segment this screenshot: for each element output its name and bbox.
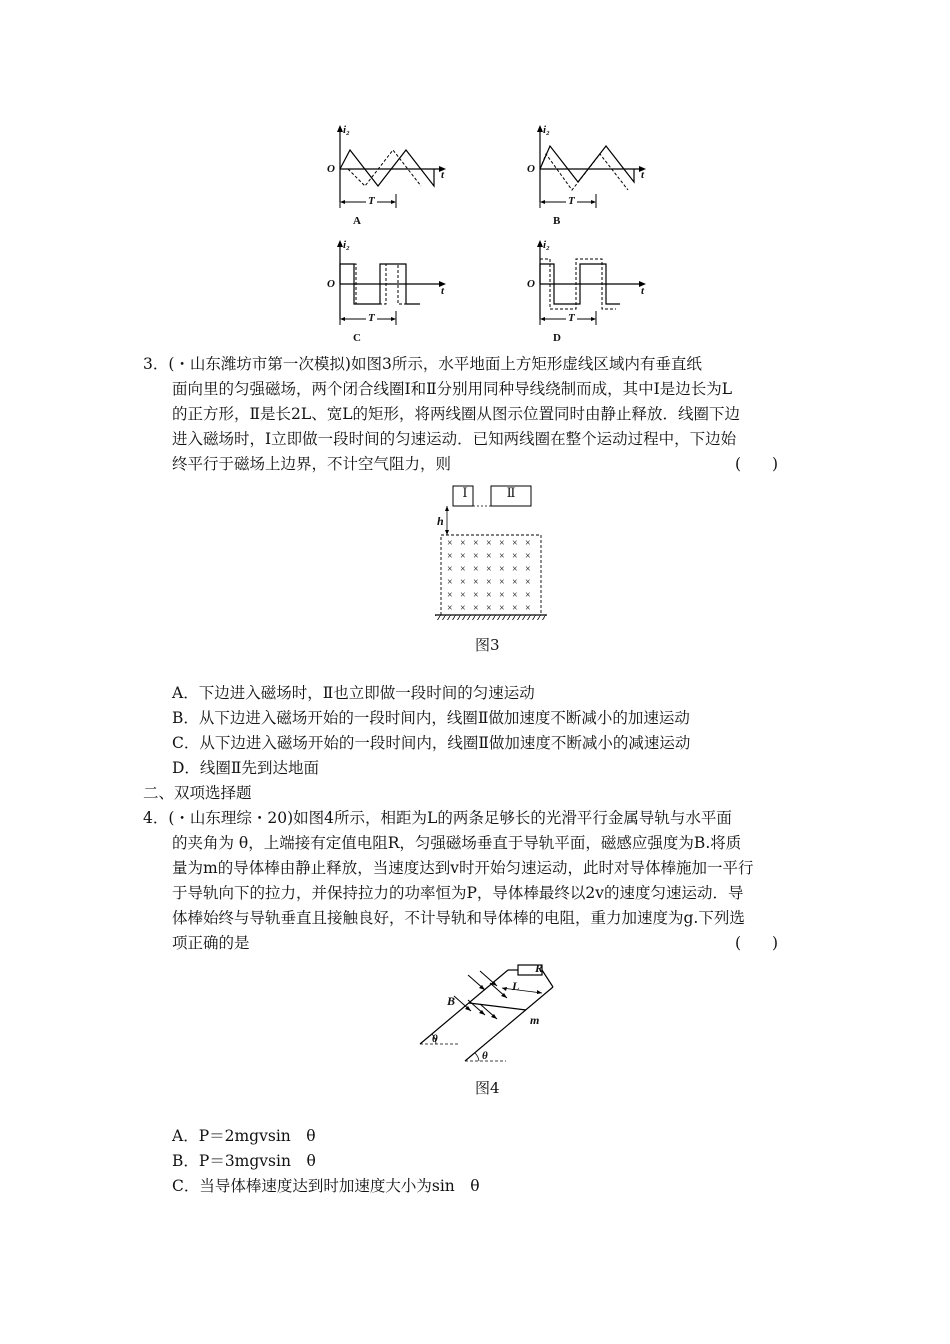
graph-b-solid-wave	[540, 146, 634, 182]
graph-d-ylabel: i₂	[543, 239, 550, 251]
graph-b-label: B	[553, 215, 561, 227]
figure-4-label-r: R	[535, 961, 544, 975]
svg-text:×: ×	[460, 603, 466, 614]
figure-3-label-ii: Ⅱ	[506, 486, 516, 501]
graph-d-period: T	[568, 312, 575, 324]
graph-a-origin: O	[327, 163, 335, 175]
svg-text:×: ×	[512, 551, 518, 562]
figure-4-label-m: m	[530, 1013, 540, 1027]
svg-text:×: ×	[525, 603, 531, 614]
q4-line-3: 量为m的导体棒由静止释放，当速度达到v时开始匀速运动，此时对导体棒施加一平行	[172, 859, 754, 877]
svg-text:×: ×	[512, 577, 518, 588]
svg-text:×: ×	[499, 590, 505, 601]
figure-4-label-l: L	[512, 979, 520, 993]
figure-4	[410, 958, 575, 1068]
figure-3-label-i: Ⅰ	[462, 486, 468, 501]
svg-text:×: ×	[473, 538, 479, 549]
graph-b	[520, 122, 655, 227]
svg-text:×: ×	[486, 551, 492, 562]
graph-b-dashed-wave	[540, 154, 628, 190]
q4-answer-bracket: ( )	[735, 934, 779, 952]
figure-4-label-b: B	[447, 994, 456, 1008]
svg-text:×: ×	[447, 603, 453, 614]
svg-text:×: ×	[512, 538, 518, 549]
svg-text:×: ×	[460, 538, 466, 549]
svg-text:×: ×	[525, 590, 531, 601]
q3-answer-bracket: ( )	[735, 455, 779, 473]
graph-b-origin: O	[527, 163, 535, 175]
svg-text:×: ×	[486, 538, 492, 549]
svg-text:×: ×	[512, 603, 518, 614]
svg-text:×: ×	[473, 564, 479, 575]
svg-text:×: ×	[486, 603, 492, 614]
graph-a-period: T	[368, 195, 375, 207]
graph-b-ylabel: i₂	[543, 124, 550, 136]
svg-text:×: ×	[525, 577, 531, 588]
svg-text:×: ×	[499, 551, 505, 562]
graph-d-label: D	[553, 332, 561, 344]
q3-line-2: 面向里的匀强磁场，两个闭合线圈Ⅰ和Ⅱ分别用同种导线绕制而成，其中Ⅰ是边长为L	[172, 380, 733, 398]
field-crosses	[447, 538, 531, 614]
graph-d	[520, 237, 655, 342]
graph-d-origin: O	[527, 278, 535, 290]
graph-a-ylabel: i₂	[343, 124, 350, 136]
svg-text:×: ×	[460, 590, 466, 601]
svg-text:×: ×	[525, 564, 531, 575]
graph-c-xlabel: t	[441, 285, 445, 297]
q3-line-5: 终平行于磁场上边界，不计空气阻力，则	[172, 455, 452, 473]
graph-b-xlabel: t	[641, 169, 645, 181]
q4-option-a: A．P＝2mgvsin θ	[172, 1127, 316, 1145]
svg-text:×: ×	[447, 590, 453, 601]
q3-option-d: D．线圈Ⅱ先到达地面	[172, 759, 319, 777]
q4-line-4: 于导轨向下的拉力，并保持拉力的功率恒为P，导体棒最终以2v的速度匀速运动．导	[172, 884, 744, 902]
figure-4-label-theta-right: θ	[482, 1050, 488, 1062]
svg-text:×: ×	[525, 538, 531, 549]
q3-option-b: B．从下边进入磁场开始的一段时间内，线圈Ⅱ做加速度不断减小的加速运动	[172, 709, 690, 727]
svg-text:×: ×	[499, 577, 505, 588]
q3-option-c: C．从下边进入磁场开始的一段时间内，线圈Ⅱ做加速度不断减小的减速运动	[172, 734, 691, 752]
svg-text:×: ×	[512, 564, 518, 575]
q4-option-c: C．当导体棒速度达到时加速度大小为sin θ	[172, 1177, 480, 1195]
svg-text:×: ×	[499, 603, 505, 614]
graph-c	[320, 237, 455, 342]
svg-text:×: ×	[486, 577, 492, 588]
svg-text:×: ×	[473, 590, 479, 601]
graph-c-origin: O	[327, 278, 335, 290]
svg-text:×: ×	[447, 577, 453, 588]
q4-option-b: B．P＝3mgvsin θ	[172, 1152, 316, 1170]
svg-text:×: ×	[499, 538, 505, 549]
svg-text:×: ×	[460, 551, 466, 562]
svg-text:×: ×	[486, 564, 492, 575]
q4-line-1: 4．(・山东理综・20)如图4所示，相距为L的两条足够长的光滑平行金属导轨与水平面	[143, 809, 732, 827]
svg-text:×: ×	[486, 590, 492, 601]
svg-text:×: ×	[525, 551, 531, 562]
q4-line-5: 体棒始终与导轨垂直且接触良好，不计导轨和导体棒的电阻，重力加速度为g.下列选	[172, 909, 745, 927]
graph-b-period: T	[568, 195, 575, 207]
figure-4-label-theta-left: θ	[432, 1033, 438, 1045]
graph-a-label: A	[353, 215, 361, 227]
svg-text:×: ×	[447, 564, 453, 575]
graph-a	[320, 122, 455, 227]
figure-3	[425, 480, 555, 625]
figure-3-caption: 图3	[475, 636, 500, 654]
graph-a-xlabel: t	[441, 169, 445, 181]
q4-line-6: 项正确的是	[172, 934, 250, 952]
q3-line-4: 进入磁场时，Ⅰ立即做一段时间的匀速运动．已知两线圈在整个运动过程中，下边始	[172, 430, 737, 448]
graph-a-solid-wave	[340, 150, 434, 186]
figure-3-label-h: h	[437, 514, 444, 528]
q3-line-1: 3．(・山东潍坊市第一次模拟)如图3所示，水平地面上方矩形虚线区域内有垂直纸	[143, 355, 702, 373]
svg-text:×: ×	[447, 551, 453, 562]
q3-line-3: 的正方形，Ⅱ是长2L、宽L的矩形，将两线圈从图示位置同时由静止释放．线圈下边	[172, 405, 740, 423]
graph-d-xlabel: t	[641, 285, 645, 297]
svg-text:×: ×	[460, 577, 466, 588]
svg-text:×: ×	[499, 564, 505, 575]
svg-text:×: ×	[447, 538, 453, 549]
svg-text:×: ×	[512, 590, 518, 601]
figure-4-caption: 图4	[475, 1079, 500, 1097]
graph-c-ylabel: i₂	[343, 239, 350, 251]
rail-right	[465, 987, 553, 1061]
svg-text:×: ×	[473, 603, 479, 614]
svg-text:×: ×	[473, 577, 479, 588]
section-2-heading: 二、双项选择题	[143, 784, 252, 802]
graph-c-period: T	[368, 312, 375, 324]
graph-c-label: C	[353, 332, 361, 344]
q4-line-2: 的夹角为 θ，上端接有定值电阻R，匀强磁场垂直于导轨平面，磁感应强度为B.将质	[172, 834, 742, 852]
svg-text:×: ×	[473, 551, 479, 562]
q3-option-a: A．下边进入磁场时，Ⅱ也立即做一段时间的匀速运动	[172, 684, 535, 702]
svg-text:×: ×	[460, 564, 466, 575]
